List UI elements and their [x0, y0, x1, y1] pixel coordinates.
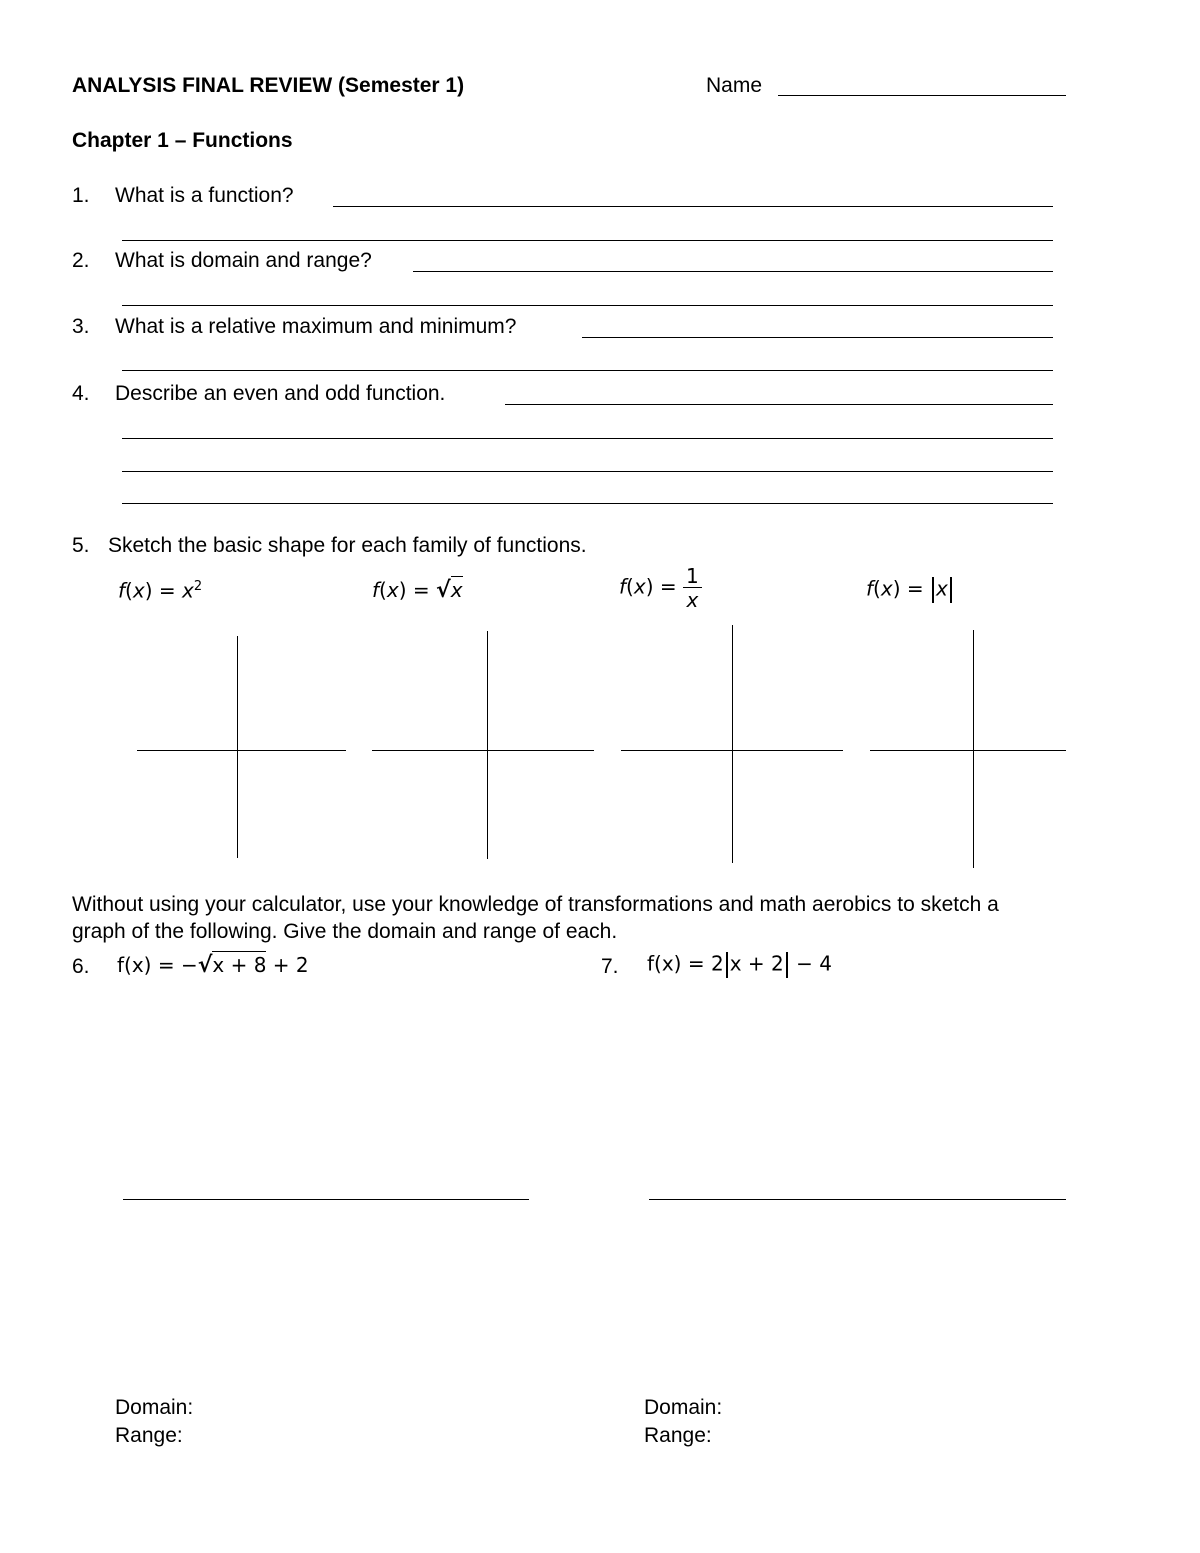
- name-label: Name: [706, 74, 763, 97]
- instructions-line-2: graph of the following. Give the domain and range of each.: [72, 920, 618, 943]
- question-number: 7.: [601, 955, 619, 978]
- domain-label-q6: Domain:: [115, 1396, 194, 1419]
- question-2-text: What is domain and range?: [115, 249, 372, 272]
- instructions-line-1: Without using your calculator, use your knowledge of transformations and math aerobics to sketch a: [72, 893, 999, 916]
- answer-line[interactable]: [413, 271, 1053, 272]
- question-5-text: Sketch the basic shape for each family of functions.: [108, 534, 587, 557]
- graph-x-axis-q7[interactable]: [649, 1199, 1066, 1200]
- question-number: 5.: [72, 534, 90, 557]
- formula-quadratic: $f(x) = x^2$: [118, 578, 203, 603]
- chapter-heading: Chapter 1 – Functions: [72, 129, 293, 152]
- question-1-text: What is a function?: [115, 184, 294, 207]
- question-number: 6.: [72, 955, 90, 978]
- answer-line[interactable]: [582, 337, 1053, 338]
- answer-line[interactable]: [122, 503, 1053, 504]
- x-axis: [372, 750, 594, 751]
- formula-square-root: f(x) = √x: [372, 578, 463, 603]
- question-number: 2.: [72, 249, 90, 272]
- question-number: 3.: [72, 315, 90, 338]
- answer-line[interactable]: [122, 370, 1053, 371]
- graph-x-axis-q6[interactable]: [123, 1199, 529, 1200]
- answer-line[interactable]: [122, 471, 1053, 472]
- page-title: ANALYSIS FINAL REVIEW (Semester 1): [72, 74, 465, 97]
- y-axis: [487, 631, 488, 859]
- y-axis: [732, 625, 733, 863]
- x-axis: [137, 750, 346, 751]
- name-blank[interactable]: [778, 95, 1066, 96]
- formula-q6: f(x) = −√x + 8 + 2: [117, 953, 309, 978]
- formula-absolute-value: f(x) = x: [866, 577, 954, 603]
- answer-line[interactable]: [505, 404, 1053, 405]
- answer-line[interactable]: [333, 206, 1053, 207]
- y-axis: [237, 636, 238, 858]
- formula-q7: f(x) = 2 x + 2 − 4: [647, 952, 832, 978]
- question-number: 4.: [72, 382, 90, 405]
- x-axis: [870, 750, 1066, 751]
- formula-reciprocal: f(x) = $\frac{1}{x}$: [619, 566, 702, 610]
- answer-line[interactable]: [122, 305, 1053, 306]
- range-label-q6: Range:: [115, 1424, 183, 1447]
- question-number: 1.: [72, 184, 90, 207]
- answer-line[interactable]: [122, 240, 1053, 241]
- range-label-q7: Range:: [644, 1424, 712, 1447]
- question-4-text: Describe an even and odd function.: [115, 382, 446, 405]
- domain-label-q7: Domain:: [644, 1396, 723, 1419]
- y-axis: [973, 630, 974, 868]
- question-3-text: What is a relative maximum and minimum?: [115, 315, 517, 338]
- answer-line[interactable]: [122, 438, 1053, 439]
